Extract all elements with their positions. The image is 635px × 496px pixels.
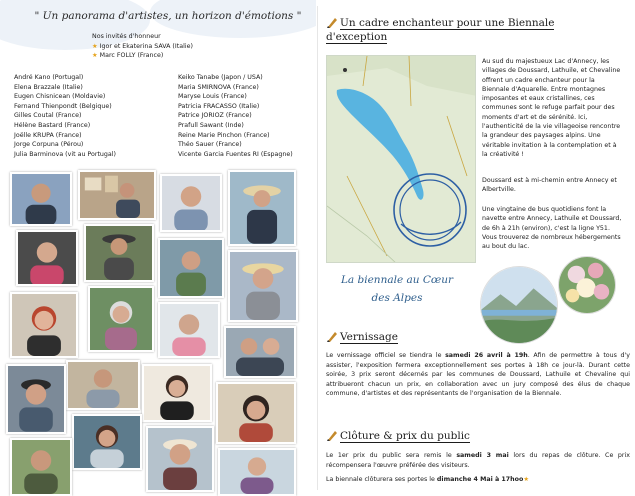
artist-photo <box>160 174 222 232</box>
script-slogan: La biennale au Cœur des Alpes <box>340 274 454 304</box>
star-icon: ★ <box>92 42 98 50</box>
artist-photo <box>16 230 78 286</box>
artist-photo <box>142 364 212 422</box>
artist-photo <box>218 448 296 496</box>
artist-photo <box>10 292 78 358</box>
star-icon: ★ <box>523 476 529 483</box>
landscape-circle-photo <box>480 266 558 344</box>
lake-annecy-map <box>326 55 476 263</box>
vernissage-paragraph: Le vernissage officiel se tiendra le samedi 26 avril à 19h. Afin de permettre à tous d'y assister, l'exposition fermera exceptionnellement ses portes à 18h ce jour-là. Durant cette soirée, 3 prix seront décernés par les communes de Doussard, Lathuile et Chevaline qui attribueront chacun un prix, en collaboration avec un jury composé des élus de chaque commune, d'artistes et des représentants de l'organisation de la Biennale. <box>326 352 630 398</box>
section-title-cadre <box>326 16 632 44</box>
artist-photo <box>72 414 142 470</box>
artist-photo <box>228 250 298 322</box>
artist-photo <box>146 426 214 492</box>
artist-item: Eugen Chisnicean (Moldavie) <box>14 93 106 101</box>
closing-paragraph: La biennale clôturera ses portes le dimanche 4 Mai à 17hoo★ <box>326 476 529 483</box>
section-title-line-2: d'exception <box>326 31 388 43</box>
artist-photo <box>84 224 154 282</box>
star-icon: ★ <box>92 52 98 60</box>
artist-photo <box>158 302 220 358</box>
pen-icon <box>326 16 338 28</box>
artist-photo <box>10 172 72 226</box>
artist-photo <box>88 286 154 352</box>
artist-photo <box>66 360 140 410</box>
artist-item: Julia Barminova (vit au Portugal) <box>14 150 116 158</box>
location-paragraph: Doussard est à mi-chemin entre Annecy et Albertville. <box>482 177 617 194</box>
artist-item: André Kano (Portugal) <box>14 74 84 81</box>
artist-item: Jorge Corpuna (Pérou) <box>14 141 84 149</box>
intro-paragraph: Au sud du majestueux Lac d'Annecy, les villages de Doussard, Lathuile, et Chevaline offrent un cadre enchanteur pour la Biennale d'Aquarelle. Entre montagnes imposantes et eaux cristallines, ces communes sont le refuge parfait pour des moments d'art et de sérénité. Ici, l'authenticité de la vie villageoise rencontre la grandeur des paysages alpins. Une véritable invitation à la contemplation et à la créativité ! <box>482 58 621 158</box>
artist-item: Maria SMIRNOVA (France) <box>178 83 259 91</box>
artist-item: Maryse Louis (France) <box>178 93 247 101</box>
honor-guest-item: ★ Marc FOLLY (France) <box>92 52 164 60</box>
artist-photo <box>10 438 72 496</box>
artist-item: Hélène Bastard (France) <box>14 121 91 129</box>
cloture-date: samedi 3 mai <box>456 452 509 459</box>
pen-icon <box>326 330 338 342</box>
artist-item: Joëlle KRUPA (France) <box>14 131 82 139</box>
artists-list-column-2 <box>178 73 293 159</box>
artist-item: Keiko Tanabe (Japon / USA) <box>178 74 263 81</box>
artist-photo <box>224 326 296 378</box>
artist-item: Théo Sauer (France) <box>178 141 242 149</box>
right-page <box>320 0 635 496</box>
page-divider <box>317 6 318 490</box>
section-title-line-1: Un cadre enchanteur pour une Biennale <box>340 17 555 29</box>
section-title-vernissage: Vernissage <box>326 330 398 344</box>
artist-photo <box>216 382 296 444</box>
artist-photo <box>158 238 224 298</box>
section-title-cloture: Clôture & prix du public <box>326 429 470 443</box>
artist-item: Fernand Thienpondt (Belgique) <box>14 102 112 110</box>
artist-item: Gilles Coutal (France) <box>14 112 82 120</box>
honor-guest-item: ★ Igor et Ekaterina SAVA (Italie) <box>92 42 193 50</box>
artist-item: Patricia FRACASSO (Italie) <box>178 102 260 110</box>
pen-icon <box>326 429 338 441</box>
flowers-circle-photo <box>558 256 616 314</box>
honor-guests-block <box>92 32 193 61</box>
artist-item: Patrice JORIOZ (France) <box>178 112 252 120</box>
artist-item: Reine Marie Pinchon (France) <box>178 131 270 139</box>
cloture-paragraph: Le 1er prix du public sera remis le samedi 3 mai lors du repas de clôture. Ce prix récompensera l'œuvre préférée des visiteurs. <box>326 452 630 469</box>
tagline: " Un panorama d'artistes, un horizon d'émotions " <box>34 10 302 22</box>
artists-list-column-1 <box>14 73 116 159</box>
bus-paragraph: Une vingtaine de bus quotidiens font la navette entre Annecy, Lathuile et Doussard, de 6h à 21h (environ), c'est la ligne Y51. Vous trouverez de nombreux hébergements au bout du lac. <box>482 206 622 251</box>
artist-photo <box>228 170 296 246</box>
artist-item: Prafull Sawant (Inde) <box>178 121 244 129</box>
artist-photo-collage <box>6 168 310 496</box>
artist-item: Vicente Garcia Fuentes RI (Espagne) <box>178 150 293 158</box>
honor-guests-title: Nos invités d'honneur <box>92 33 161 40</box>
closing-date: dimanche 4 Mai à 17hoo <box>436 476 524 483</box>
vernissage-date: samedi 26 avril à 19h <box>445 352 528 359</box>
left-page <box>0 0 316 496</box>
artist-photo <box>78 170 156 220</box>
artist-photo <box>6 364 66 434</box>
artist-item: Elena Brazzale (Italie) <box>14 83 83 91</box>
